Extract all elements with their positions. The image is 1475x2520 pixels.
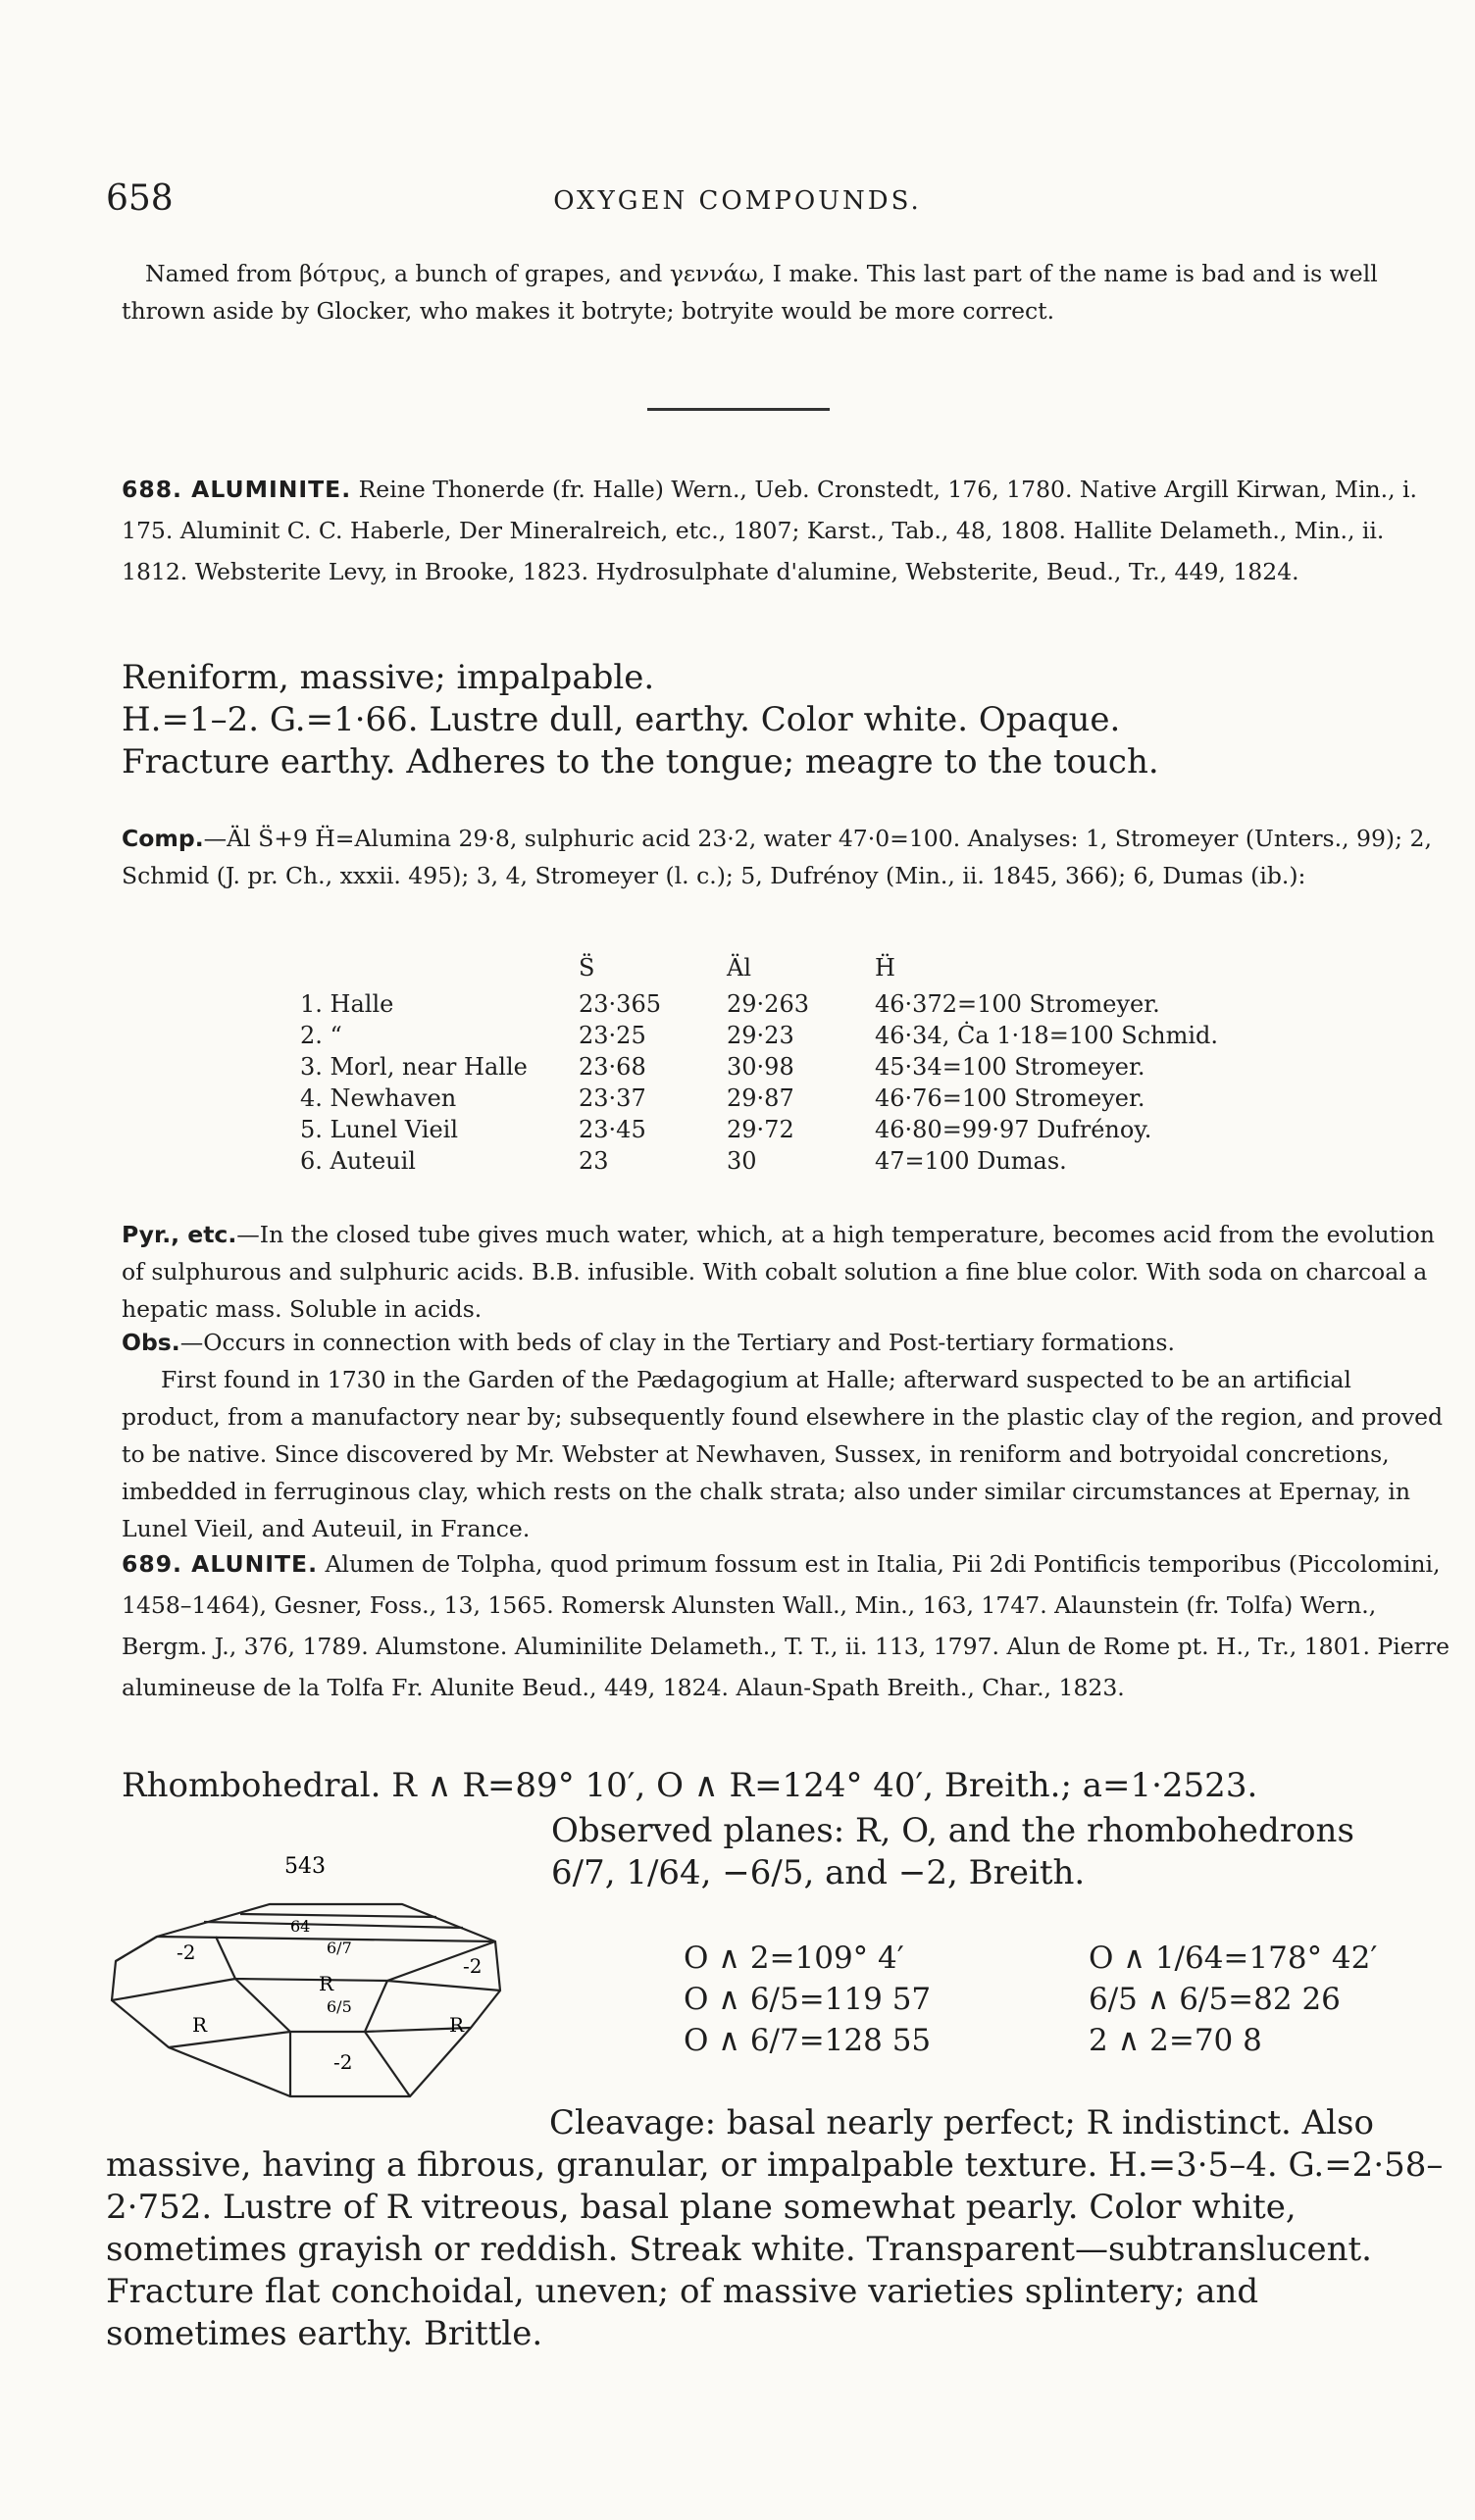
obs-text: —Occurs in connection with beds of clay in the Tertiary and Post-tertiary formations. [179,1329,1175,1356]
angle-value: O ∧ 1/64=178° 42′ [1089,1940,1378,1976]
analysis-locality: 4. Newhaven [300,1084,457,1112]
analysis-h: 46·34, Ċa 1·18=100 Schmid. [875,1022,1219,1049]
analysis-h: 46·76=100 Stromeyer. [875,1084,1145,1112]
analysis-locality: 5. Lunel Vieil [300,1116,459,1143]
alunite-planes-line: Observed planes: R, O, and the rhombohedrons [551,1811,1354,1850]
table-row [300,1020,1234,1051]
angle-value: 2 ∧ 2=70 8 [1089,2023,1262,2058]
face-label: -2 [333,2050,353,2074]
angle-value: O ∧ 2=109° 4′ [684,1940,904,1976]
analyses-header-row [300,947,1234,988]
analysis-s: 23·45 [579,1116,646,1143]
aluminite-heading: 688. ALUMINITE. [122,476,352,503]
table-row [300,1051,1234,1083]
analysis-h: 46·80=99·97 Dufrénoy. [875,1116,1152,1143]
analysis-al: 29·87 [727,1084,794,1112]
analysis-locality: 1. Halle [300,990,394,1018]
alunite-form-line: Rhombohedral. R ∧ R=89° 10′, O ∧ R=124° 40′, Breith.; a=1·2523. [122,1766,1258,1805]
analysis-s: 23 [579,1147,609,1175]
column-header: S̈ [579,954,595,982]
aluminite-pyrognostics [122,1216,1451,1328]
table-row [300,1145,1234,1177]
aluminite-desc-line: Fracture earthy. Adheres to the tongue; meagre to the touch. [122,742,1159,781]
analysis-s: 23·365 [579,990,661,1018]
obs-label: Obs. [122,1329,180,1356]
face-label: R [319,1972,334,1995]
face-label: R [449,2013,465,2037]
analysis-al: 30·98 [727,1053,794,1081]
analyses-table [300,947,1234,1177]
analysis-h: 46·372=100 Stromeyer. [875,990,1160,1018]
column-header: Ḧ [875,954,895,982]
face-label: -2 [177,1940,196,1964]
analysis-al: 29·263 [727,990,809,1018]
angle-value: 6/5 ∧ 6/5=82 26 [1089,1982,1341,2017]
column-header: Äl [727,954,752,982]
face-label: R [192,2013,208,2037]
analysis-locality: 2. “ [300,1022,342,1049]
angle-value: O ∧ 6/5=119 57 [684,1982,932,2017]
obs-history: First found in 1730 in the Garden of the Pædagogium at Halle; afterward suspected to be an artificial product, from a manufactory near by; subsequently found elsewhere in the plastic clay of the region, and proved to be native. Since discovered by Mr. Webster at Newhaven, Sussex, in reniform and botryoidal concretions, imbedded in ferruginous clay, which rests on the chalk strata; also under similar circumstances at Epernay, in Lunel Vieil, and Auteuil, in France. [122,1366,1444,1542]
face-label: -2 [463,1954,483,1978]
aluminite-observations [122,1324,1451,1547]
alunite-description: Cleavage: basal nearly perfect; R indistinct. Also massive, having a fibrous, granular, or impalpable texture. H.=3·5–4. G.=2·58–2·752. Lustre of R vitreous, basal plane somewhat pearly. Color white, sometimes grayish or reddish. Streak white. Transparent—subtranslucent. Fracture flat conchoidal, uneven; of massive varieties splintery; and sometimes earthy. Brittle. [106,2103,1444,2353]
crystal-figure [98,1843,530,2108]
figure-number: 543 [284,1854,326,1879]
alunite-crystallography [122,1765,1451,1807]
etymology-paragraph: Named from βότρυς, a bunch of grapes, and γεννάω, I make. This last part of the name is bad and is well thrown aside by Glocker, who makes it botryte; botryite would be more correct. [122,260,1378,325]
alunite-synonymy-text: Alumen de Tolpha, quod primum fossum est in Italia, Pii 2di Pontificis temporibus (Piccolomini, 1458–1464), Gesner, Foss., 13, 1565. Romersk Alunsten Wall., Min., 163, 1747. Alaunstein (fr. Tolfa) Wern., Bergm. J., 376, 1789. Alumstone. Aluminilite Delameth., T. T., ii. 113, 1797. Alun de Rome pt. H., Tr., 1801. Pierre alumineuse de la Tolfa Fr. Alunite Beud., 449, 1824. Alaun-Spath Breith., Char., 1823. [122,1550,1450,1701]
aluminite-composition [122,820,1451,894]
table-row [300,988,1234,1020]
section-divider [647,408,830,411]
face-label: 6/7 [327,1939,352,1957]
alunite-planes [551,1810,1453,1894]
table-row [300,1083,1234,1114]
table-row [300,1114,1234,1145]
analysis-h: 45·34=100 Stromeyer. [875,1053,1145,1081]
page-header [106,178,1369,227]
running-title: OXYGEN COMPOUNDS. [553,186,922,216]
comp-text: —Äl S̈+9 Ḧ=Alumina 29·8, sulphuric acid 23·2, water 47·0=100. Analyses: 1, Stromeyer (Unters., 99); 2, Schmid (J. pr. Ch., xxxii. 495); 3, 4, Stromeyer (l. c.); 5, Dufrénoy (Min., ii. 1845, 366); 6, Dumas (ib.): [122,825,1432,889]
analysis-al: 29·23 [727,1022,794,1049]
alunite-synonymy [122,1543,1451,1708]
pyr-text: —In the closed tube gives much water, which, at a high temperature, becomes acid from the evolution of sulphurous and sulphuric acids. B.B. infusible. With cobalt solution a fine blue color. With soda on charcoal a hepatic mass. Soluble in acids. [122,1221,1435,1323]
analysis-h: 47=100 Dumas. [875,1147,1067,1175]
aluminite-synonymy-text: Reine Thonerde (fr. Halle) Wern., Ueb. Cronstedt, 176, 1780. Native Argill Kirwan, Min., i. 175. Aluminit C. C. Haberle, Der Mineralreich, etc., 1807; Karst., Tab., 48, 1808. Hallite Delameth., Min., ii. 1812. Websterite Levy, in Brooke, 1823. Hydrosulphate d'alumine, Websterite, Beud., Tr., 449, 1824. [122,476,1417,585]
face-label: 6/5 [327,1997,352,2016]
aluminite-desc-line: H.=1–2. G.=1·66. Lustre dull, earthy. Color white. Opaque. [122,700,1121,739]
analysis-al: 29·72 [727,1116,794,1143]
face-label: 64 [290,1917,311,1936]
analysis-al: 30 [727,1147,757,1175]
alunite-planes-line: 6/7, 1/64, −6/5, and −2, Breith. [551,1853,1086,1892]
angles-right [1089,1938,1377,2061]
aluminite-desc-line: Reniform, massive; impalpable. [122,658,655,697]
comp-label: Comp. [122,825,204,852]
analysis-s: 23·25 [579,1022,646,1049]
alunite-heading: 689. ALUNITE. [122,1550,318,1578]
analysis-locality: 6. Auteuil [300,1147,416,1175]
analysis-s: 23·37 [579,1084,646,1112]
angle-value: O ∧ 6/7=128 55 [684,2023,932,2058]
aluminite-synonymy [122,469,1451,592]
angles-left [684,1938,931,2061]
page-number: 658 [106,178,174,219]
aluminite-description [122,657,1451,783]
pyr-label: Pyr., etc. [122,1221,237,1248]
analysis-s: 23·68 [579,1053,646,1081]
analysis-locality: 3. Morl, near Halle [300,1053,528,1081]
